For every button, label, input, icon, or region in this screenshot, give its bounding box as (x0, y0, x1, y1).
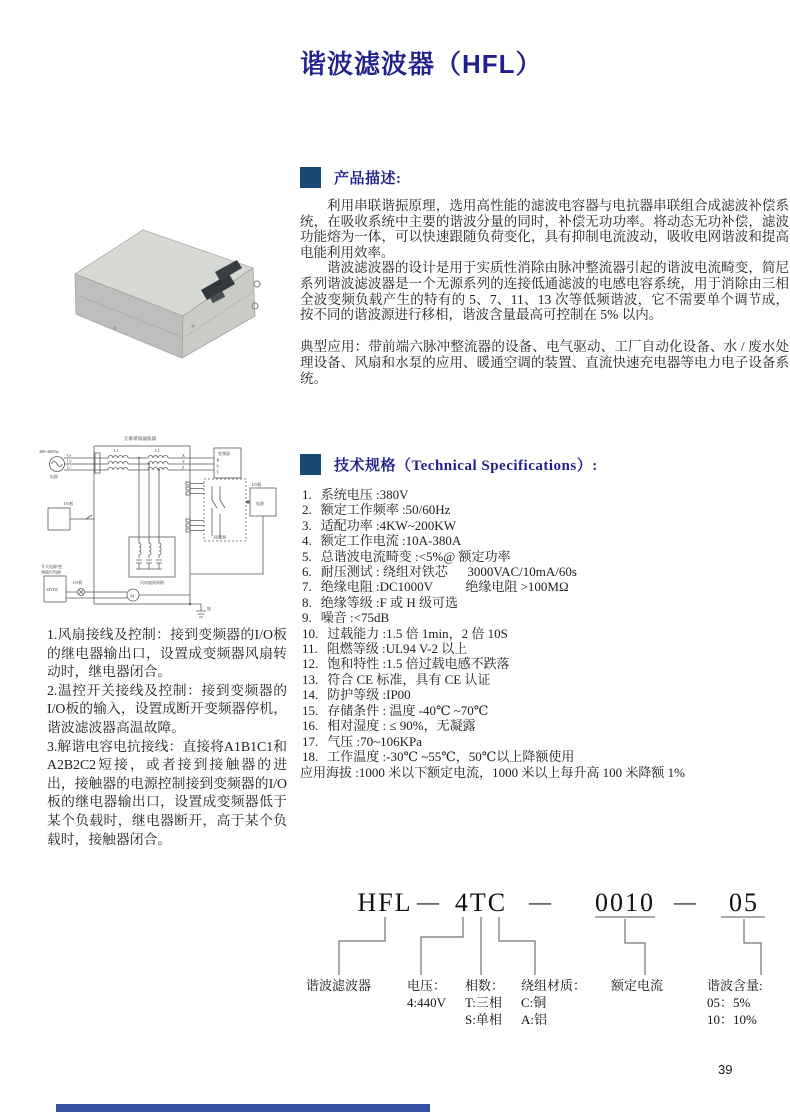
description-paragraph-1: 利用串联谐振原理，选用高性能的滤波电容器与电抗器串联组合成滤波补偿系统，在吸收系统中主要的谐波分量的同时，补偿无功功率。将动态无功补偿，滤波功能熔为一体，可以快速跟随负荷变化，具有抑制电流波动，吸收电网谐波和提高电能利用效率。 (300, 198, 789, 260)
section-marker-icon (300, 167, 321, 188)
spec-text: 绝缘等级 :F 或 H 级可选 (320, 594, 458, 610)
spec-num: 4. (302, 533, 312, 549)
spec-text: 存储条件 : 温度 -40℃ ~70℃ (327, 702, 489, 718)
page-title: 谐波滤波器（HFL） (300, 49, 543, 79)
contactor-io-label: I/O板 (252, 482, 262, 487)
wiring-notes (47, 626, 287, 849)
psu-dc-label: 24VDC (46, 587, 59, 592)
spec-item (302, 564, 780, 579)
specs-heading: 技术规格（Technical Specifications）: (334, 458, 598, 474)
source-voltage-label: 380~400Vac (39, 449, 60, 454)
spec-num: 3. (302, 517, 312, 533)
model-label-harmonic-title: 谐波含量: (707, 978, 763, 993)
spec-item (302, 641, 780, 656)
terminal-x-label: X (182, 453, 185, 458)
spec-item (302, 734, 780, 749)
spec-num: 18. (302, 748, 319, 764)
spec-num: 14. (302, 687, 319, 703)
spec-text: 工作温度 :-30℃ ~55℃，50℃以上降额使用 (327, 748, 575, 764)
spec-num: 15. (302, 702, 319, 718)
footer-accent-bar (56, 1104, 430, 1112)
altitude-note: 应用海拔 :1000 米以下额定电流，1000 米以上每升高 100 米降额 1% (300, 765, 685, 780)
io-board-box (48, 500, 94, 530)
spec-item (302, 626, 780, 641)
spec-text: 符合 CE 标准，具有 CE 认证 (327, 671, 491, 687)
spec-text: 过载能力 :1.5 倍 1min，2 倍 10S (327, 625, 508, 641)
spec-num: 13. (302, 671, 319, 687)
model-dash: — (674, 889, 696, 914)
ground-label: 地 (207, 606, 211, 611)
model-label-voltage-value: 4:440V (407, 995, 446, 1010)
spec-num: 10. (302, 625, 319, 641)
spec-item (302, 595, 780, 610)
spec-num: 17. (302, 733, 319, 749)
spec-text: 阻燃等级 :UL94 V-2 以上 (326, 641, 468, 657)
spec-text: 额定工作电流 :10A-380A (320, 533, 462, 549)
spec-item (302, 656, 780, 671)
spec-text: 相对湿度 : ≤ 90%，无凝露 (327, 718, 476, 734)
spec-item (302, 502, 780, 517)
model-seg-4tc: 4TC (454, 888, 508, 917)
wiring-note-1: 1.风扇接线及控制：接到变频器的I/O板的继电器输出口，设置成变频器风扇转动时，继电器闭合。 (47, 627, 287, 680)
contactor-circuit (186, 479, 276, 574)
inverter-s-label: S (216, 463, 219, 469)
spec-item (302, 487, 780, 502)
wiring-diagram (36, 424, 288, 626)
model-connector-lines (339, 917, 761, 975)
spec-item (302, 610, 780, 625)
source-label: 电源 (50, 474, 58, 479)
inductor-l1 (108, 448, 128, 470)
model-dash: — (529, 889, 551, 914)
spec-text: 饱和特性 :1.5 倍过载电感不跌落 (327, 656, 510, 672)
specs-section-header (300, 454, 598, 475)
spec-text: 适配功率 :4KW~200KW (320, 517, 456, 533)
model-label-winding-value-1: C:铜 (521, 995, 547, 1010)
spec-item (302, 579, 780, 594)
contactor-label: 接触器 (214, 534, 226, 540)
spec-item (302, 687, 780, 702)
spec-text: 气压 :70~106KPa (327, 733, 423, 749)
spec-text: 绝缘电阻 :DC1000V 绝缘电阻 >100MΩ (320, 579, 569, 595)
model-label-winding-title: 绕组材质： (521, 978, 587, 993)
spec-num: 1. (302, 487, 312, 502)
spec-item (302, 533, 780, 548)
psu-label-line2: 频输出电源 (41, 569, 61, 575)
model-label-phase-title: 相数： (465, 978, 505, 993)
model-dash: — (417, 889, 439, 914)
model-seg-05: 05 (729, 888, 759, 917)
description-paragraphs (300, 198, 789, 323)
model-code-diagram (303, 885, 770, 1047)
product-photo (55, 206, 290, 371)
spec-num: 12. (302, 656, 319, 672)
spec-num: 2. (302, 502, 312, 518)
io-board-label: I/O板 (64, 501, 74, 506)
spec-num: 11. (302, 641, 318, 657)
wiring-note-3: 3.解谐电容电抗接线：直接将A1B1C1和A2B2C2短接，或者接到接触器的进出，接触器的电源控制接到变频器的I/O板的继电器输出口，设置成变频器低于某个负载时，继电器断开，高于某个负载时，接触器闭合。 (47, 738, 287, 847)
inductor-l2 (148, 448, 168, 470)
model-label-harmonic-value-2: 10：10% (707, 1012, 757, 1027)
ground-symbol (189, 603, 211, 617)
fan-filter-label: 风扇滤波网路 (140, 580, 164, 585)
spec-item (302, 549, 780, 564)
psu-label-line1: 开关电源/变 (41, 564, 63, 569)
wiring-note-2: 2.温控开关接线及控制：接到变频器的I/O板的输入，设置成断开变频器停机，谐波滤波器高温故障。 (47, 682, 287, 735)
spec-num: 9. (302, 610, 312, 626)
typical-application-paragraph: 典型应用：带前端六脉冲整流器的设备、电气驱动、工厂自动化设备、水 / 废水处理设备、风扇和水泵的应用、暖通空调的装置、直流快速充电器等电力电子设备系统。 (300, 339, 789, 387)
spec-item (302, 703, 780, 718)
terminal-y-label: Y (182, 459, 185, 464)
spec-text: 防护等级 :IP00 (327, 687, 411, 703)
l1-label: L1 (114, 448, 119, 453)
motor-label: M (130, 593, 134, 599)
fuse-io-label: I/O板 (73, 580, 83, 585)
section-marker-icon (300, 454, 321, 475)
model-label-phase-value-2: S:单相 (465, 1012, 502, 1027)
inverter-t-label: T (216, 469, 219, 475)
model-label-product: 谐波滤波器 (306, 978, 372, 993)
description-heading: 产品描述: (334, 171, 402, 187)
diagram-title: 无源谐波滤波器 (123, 436, 157, 441)
model-label-phase-value-1: T:三相 (465, 995, 502, 1010)
spec-item (302, 749, 780, 764)
model-seg-0010: 0010 (595, 888, 655, 917)
fan-filter-network (129, 457, 175, 585)
spec-num: 6. (302, 564, 312, 580)
phase-lines (64, 448, 190, 473)
description-paragraph-2: 谐波滤波器的设计是用于实质性消除由脉冲整流器引起的谐波电流畸变，简尼系列谐波滤波器是一个无源系列的连接低通滤波的电感电容系统，用于消除由三相全波变频负载产生的特有的 5、7、11、13 次等低频谐波，它不需要单个调节成，按不同的谐波源进行移相，谐波含量最高可控制在 5% 以内。 (300, 260, 789, 323)
fan-supply-circuit (41, 563, 190, 602)
phase-b-label: Lb (67, 458, 72, 464)
l2-label: L2 (155, 448, 160, 453)
spec-text: 总谐波电流畸变 :<5%@ 额定功率 (320, 548, 511, 564)
spec-num: 16. (302, 718, 319, 734)
spec-item (302, 518, 780, 533)
model-label-voltage-title: 电压： (407, 978, 447, 993)
model-seg-hfl: HFL (357, 888, 413, 917)
spec-item (302, 672, 780, 687)
phase-c-label: Lc (67, 464, 72, 470)
spec-text: 耐压测试 : 绕组对铁芯 3000VAC/10mA/60s (320, 564, 577, 580)
phase-a-label: La (67, 452, 72, 458)
model-label-winding-value-2: A:铝 (521, 1012, 548, 1027)
spec-num: 8. (302, 594, 312, 610)
spec-num: 5. (302, 548, 312, 564)
description-section-header (300, 167, 402, 188)
spec-list (302, 487, 780, 764)
spec-text: 额定工作频率 :50/60Hz (320, 502, 451, 518)
inverter-label: 变频器 (218, 451, 230, 456)
model-label-harmonic-value-1: 05：5% (707, 995, 751, 1010)
model-label-current-title: 额定电流 (611, 978, 664, 993)
spec-item (302, 718, 780, 733)
terminal-z-label: Z (182, 465, 185, 470)
spec-num: 7. (302, 579, 312, 595)
filter-box-image (75, 230, 260, 358)
inverter-box (190, 448, 241, 478)
spec-text: 噪音 :<75dB (320, 610, 390, 626)
contactor-power-label: 电源 (256, 501, 264, 506)
inverter-r-label: R (216, 457, 220, 463)
spec-text: 系统电压 :380V (320, 487, 409, 502)
page-number: 39 (718, 1062, 733, 1077)
